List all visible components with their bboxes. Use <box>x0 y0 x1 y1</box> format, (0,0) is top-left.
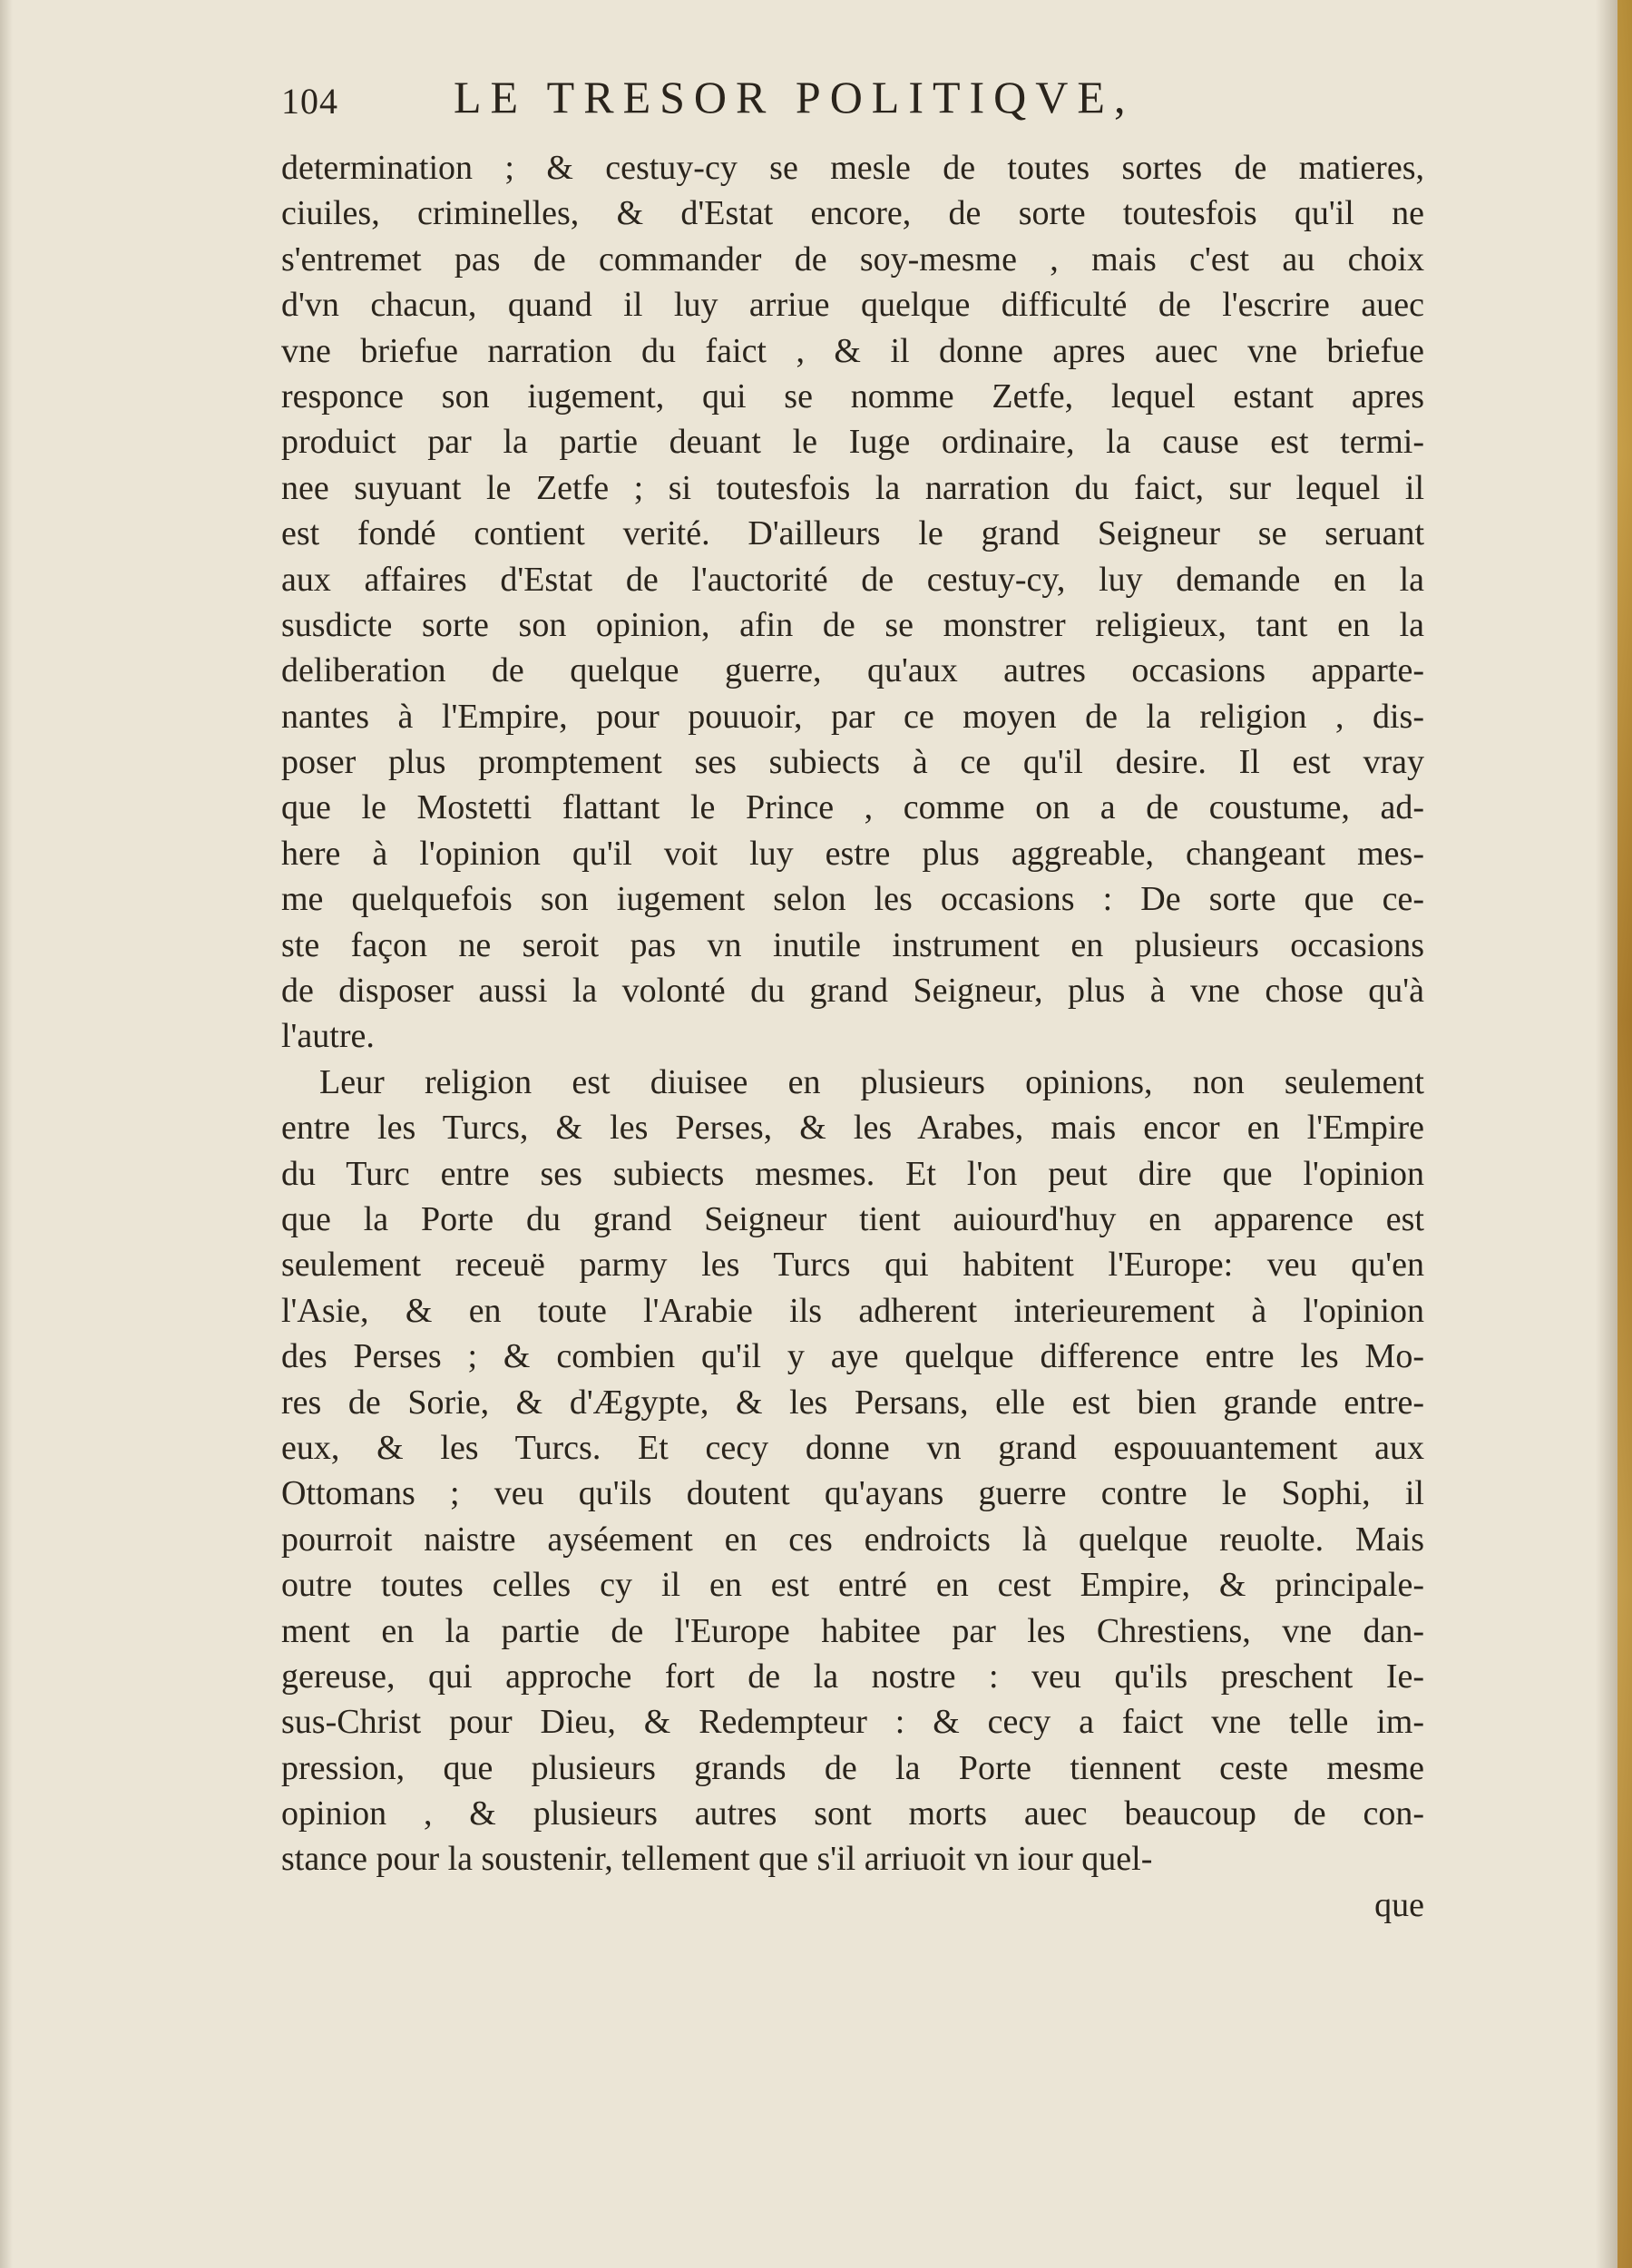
text-line: aux affaires d'Estat de l'auctorité de cestuy-cy, luy demande en la <box>281 560 1424 599</box>
text-line: nantes à l'Empire, pour pouuoir, par ce moyen de la religion , dis- <box>281 697 1424 736</box>
text-line: opinion , & plusieurs autres sont morts auec beaucoup de con- <box>281 1794 1424 1833</box>
paragraph-1 <box>281 145 1424 1060</box>
text-line: stance pour la soustenir, tellement que s'il arriuoit vn iour quel- <box>281 1840 1153 1879</box>
text-line: vne briefue narration du faict , & il donne apres auec vne briefue <box>281 331 1424 370</box>
text-line: gereuse, qui approche fort de la nostre : veu qu'ils preschent Ie- <box>281 1657 1424 1696</box>
page-number: 104 <box>281 81 338 122</box>
text-line: Ottomans ; veu qu'ils doutent qu'ayans guerre contre le Sophi, il <box>281 1474 1424 1513</box>
text-line: deliberation de quelque guerre, qu'aux autres occasions apparte- <box>281 651 1424 690</box>
text-line: poser plus promptement ses subiects à ce qu'il desire. Il est vray <box>281 743 1424 782</box>
page-header <box>281 71 1424 136</box>
text-line: que le Mostetti flattant le Prince , comme on a de coustume, ad- <box>281 788 1424 827</box>
text-line: determination ; & cestuy-cy se mesle de toutes sortes de matieres, <box>281 149 1424 187</box>
text-line: produict par la partie deuant le Iuge ordinaire, la cause est termi- <box>281 423 1424 462</box>
text-line: ciuiles, criminelles, & d'Estat encore, de sorte toutesfois qu'il ne <box>281 194 1424 233</box>
text-line: Leur religion est diuisee en plusieurs opinions, non seulement <box>319 1062 1424 1101</box>
text-line: nee suyuant le Zetfe ; si toutesfois la narration du faict, sur lequel il <box>281 468 1424 507</box>
text-line: ment en la partie de l'Europe habitee par les Chrestiens, vne dan- <box>281 1611 1424 1650</box>
text-line: ste façon ne seroit pas vn inutile instrument en plusieurs occasions <box>281 925 1424 964</box>
text-line: res de Sorie, & d'Ægypte, & les Persans, elle est bien grande entre- <box>281 1383 1424 1422</box>
page-edge-stain <box>1617 0 1632 2268</box>
text-line: seulement receuë parmy les Turcs qui habitent l'Europe: veu qu'en <box>281 1246 1424 1285</box>
text-line: pourroit naistre ayséement en ces endroicts là quelque reuolte. Mais <box>281 1520 1424 1559</box>
text-line: s'entremet pas de commander de soy-mesme , mais c'est au choix <box>281 240 1424 279</box>
text-line: de disposer aussi la volonté du grand Seigneur, plus à vne chose qu'à <box>281 972 1424 1011</box>
paragraph-2 <box>281 1060 1424 1882</box>
text-block <box>281 71 1424 1928</box>
text-line: du Turc entre ses subiects mesmes. Et l'on peut dire que l'opinion <box>281 1154 1424 1193</box>
catchword: que <box>1374 1885 1424 1924</box>
text-line: pression, que plusieurs grands de la Porte tiennent ceste mesme <box>281 1748 1424 1787</box>
text-line: here à l'opinion qu'il voit luy estre plus aggreable, changeant mes- <box>281 834 1424 873</box>
text-line: susdicte sorte son opinion, afin de se monstrer religieux, tant en la <box>281 605 1424 644</box>
text-line: l'autre. <box>281 1017 375 1056</box>
text-line: me quelquefois son iugement selon les occasions : De sorte que ce- <box>281 880 1424 919</box>
page-left-edge <box>0 0 13 2268</box>
text-line: est fondé contient verité. D'ailleurs le grand Seigneur se seruant <box>281 514 1424 553</box>
text-line: que la Porte du grand Seigneur tient auiourd'huy en apparence est <box>281 1199 1424 1238</box>
text-line: entre les Turcs, & les Perses, & les Arabes, mais encor en l'Empire <box>281 1109 1424 1148</box>
running-title: LE TRESOR POLITIQVE, <box>454 72 1135 122</box>
text-line: outre toutes celles cy il en est entré en cest Empire, & principale- <box>281 1566 1424 1605</box>
text-line: des Perses ; & combien qu'il y aye quelque difference entre les Mo- <box>281 1337 1424 1376</box>
text-line: d'vn chacun, quand il luy arriue quelque difficulté de l'escrire auec <box>281 286 1424 325</box>
text-line: responce son iugement, qui se nomme Zetfe, lequel estant apres <box>281 376 1424 415</box>
text-line: eux, & les Turcs. Et cecy donne vn grand espouuantement aux <box>281 1428 1424 1467</box>
text-line: sus-Christ pour Dieu, & Redempteur : & cecy a faict vne telle im- <box>281 1703 1424 1742</box>
text-line: l'Asie, & en toute l'Arabie ils adherent interieurement à l'opinion <box>281 1291 1424 1330</box>
